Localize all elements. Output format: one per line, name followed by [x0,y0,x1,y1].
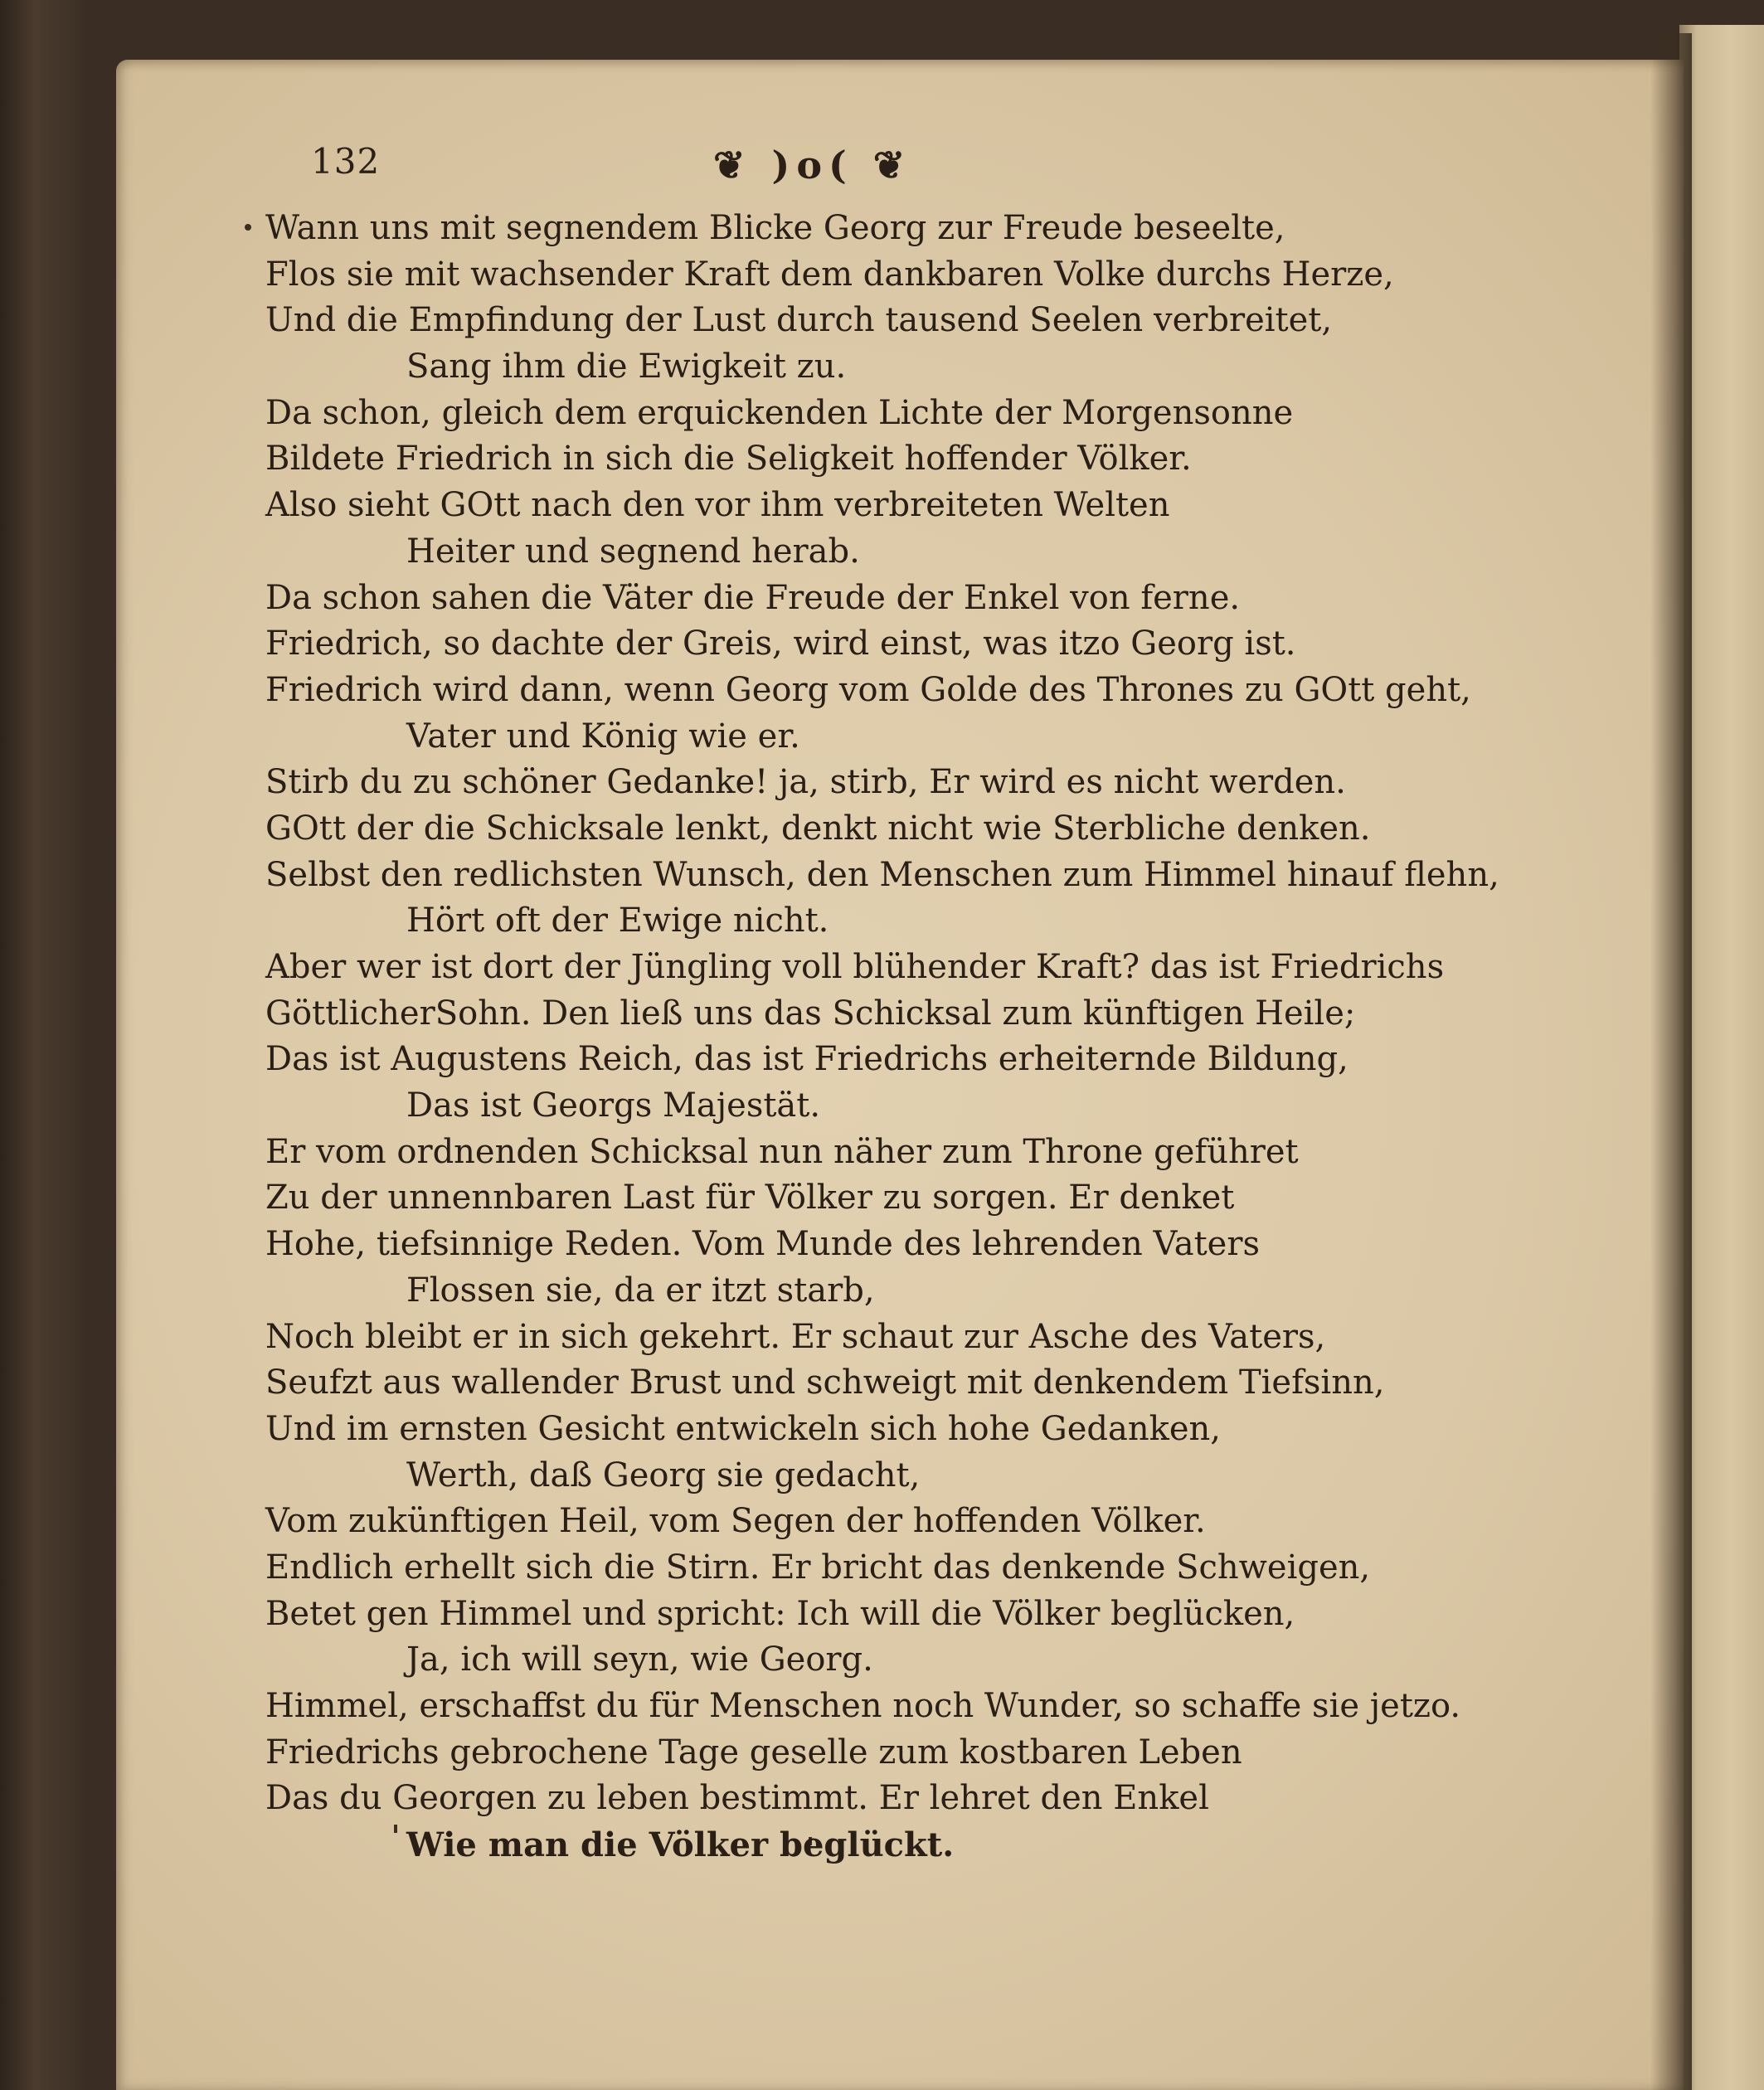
text-line: Hohe, tiefsinnige Reden. Vom Munde des lehrenden Vaters [265,1225,1260,1264]
text-line: Betet gen Himmel und spricht: Ich will die Völker beglücken, [265,1594,1295,1633]
text-line: GOtt der die Schicksale lenkt, denkt nicht wie Sterbliche denken. [265,809,1371,848]
text-line: Noch bleibt er in sich gekehrt. Er schaut zur Asche des Vaters, [265,1317,1326,1356]
text-line: Das du Georgen zu leben bestimmt. Er lehret den Enkel [265,1779,1209,1818]
text-line: Und im ernsten Gesicht entwickeln sich hohe Gedanken, [265,1409,1221,1448]
text-line: Wann uns mit segnendem Blicke Georg zur Freude beseelte, [265,209,1285,247]
text-line: Also sieht GOtt nach den vor ihm verbreiteten Welten [265,486,1170,525]
text-line: Da schon sahen die Väter die Freude der Enkel von ferne. [265,578,1241,617]
text-line: Friedrich wird dann, wenn Georg vom Golde des Thrones zu GOtt geht, [265,670,1471,709]
text-line: Friedrich, so dachte der Greis, wird einst, was itzo Georg ist. [265,625,1296,663]
text-line: GöttlicherSohn. Den ließ uns das Schicksal zum künftigen Heile; [265,994,1356,1033]
text-line: Vom zukünftigen Heil, vom Segen der hoffenden Völker. [265,1502,1206,1541]
page-number: 132 [311,141,381,182]
text-line: Stirb du zu schöner Gedanke! ja, stirb, Er wird es nicht werden. [265,763,1346,802]
text-line: Himmel, erschaffst du für Menschen noch Wunder, so schaffe sie jetzo. [265,1687,1461,1725]
text-line: Und die Empfindung der Lust durch tausend Seelen verbreitet, [265,301,1333,340]
text-line: Das ist Augustens Reich, das ist Friedrichs erheiternde Bildung, [265,1040,1349,1079]
text-line: Werth, daß Georg sie gedacht, [406,1456,921,1495]
text-line: Bildete Friedrich in sich die Seligkeit hoffender Völker. [265,440,1192,479]
margin-dot [245,224,251,231]
page-gutter-shadow [1650,33,1692,2090]
header-ornament: ❦ )o( ❦ [713,143,912,187]
text-line: Endlich erhellt sich die Stirn. Er bricht das denkende Schweigen, [265,1548,1371,1587]
poem-text [265,206,1559,1869]
text-line: Wie man die Völker beglückt. [406,1825,955,1865]
text-line: Da schon, gleich dem erquickenden Lichte der Morgensonne [265,393,1294,432]
text-line: Flos sie mit wachsender Kraft dem dankbaren Volke durchs Herze, [265,255,1394,294]
text-line: Friedrichs gebrochene Tage geselle zum kostbaren Leben [265,1733,1242,1772]
text-line: Seufzt aus wallender Brust und schweigt mit denkendem Tiefsinn, [265,1363,1385,1402]
text-line: Er vom ordnenden Schicksal nun näher zum Throne geführet [265,1132,1299,1171]
text-line: Heiter und segnend herab. [406,532,860,571]
text-line: Sang ihm die Ewigkeit zu. [406,348,847,386]
text-line: Zu der unnennbaren Last für Völker zu sorgen. Er denket [265,1179,1235,1218]
text-line: Flossen sie, da er itzt starb, [406,1271,875,1310]
text-line: Das ist Georgs Majestät. [406,1086,821,1125]
text-line: Aber wer ist dort der Jüngling voll blühender Kraft? das ist Friedrichs [265,948,1445,986]
text-line: Ja, ich will seyn, wie Georg. [406,1640,873,1679]
text-line: Hört oft der Ewige nicht. [406,902,829,941]
facing-page-edge [1679,25,1764,2090]
text-line: Selbst den redlichsten Wunsch, den Menschen zum Himmel hinauf flehn, [265,855,1499,894]
page-header [0,141,1764,199]
text-line: Vater und König wie er. [406,717,800,756]
